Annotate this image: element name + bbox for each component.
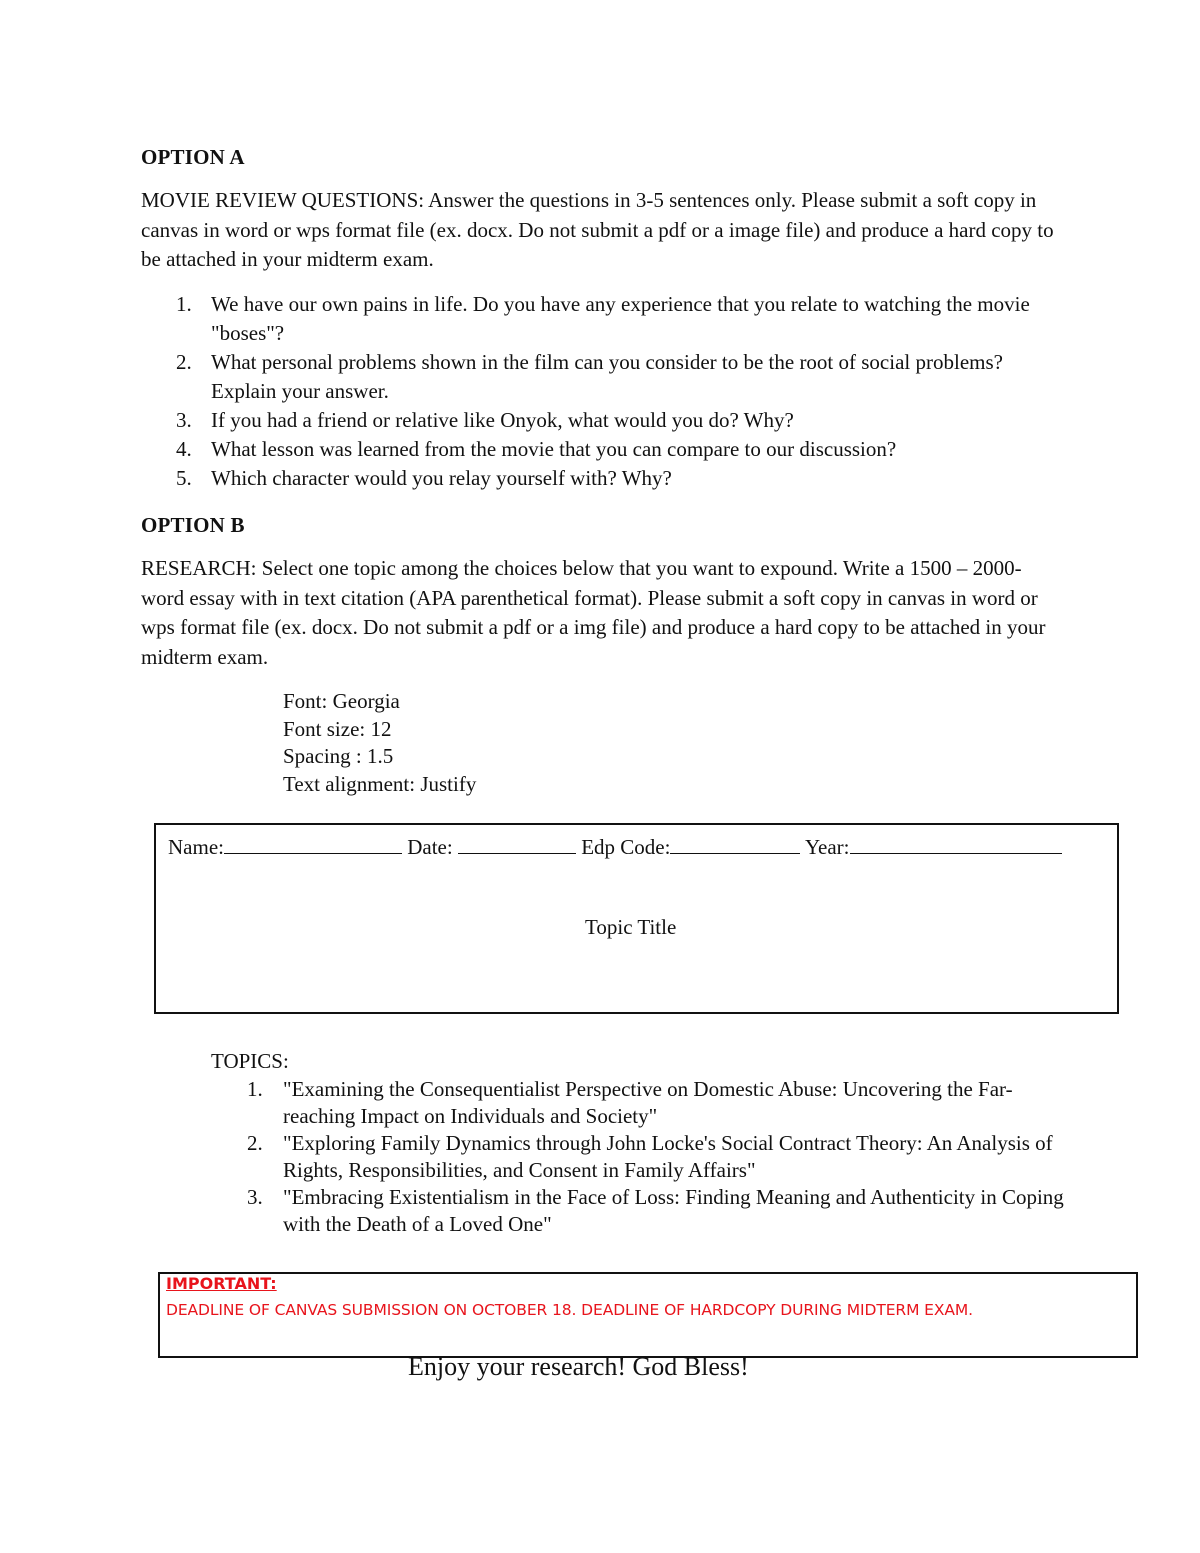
movie-review-questions <box>141 290 1061 493</box>
option-a-heading: OPTION A <box>141 145 245 169</box>
topics-label: TOPICS: <box>211 1049 289 1073</box>
closing-message: Enjoy your research! God Bless! <box>408 1352 749 1381</box>
year-blank <box>850 833 1062 854</box>
topic-title-placeholder: Topic Title <box>585 915 677 939</box>
date-label: Date: <box>407 835 453 859</box>
option-b-intro: RESEARCH: Select one topic among the choices below that you want to expound. Write a 1500 – 2000-word essay with in text citation (APA parenthetical format). Please submit a soft copy in canvas in word or wps format file (ex. docx. Do not submit a pdf or a img file) and produce a hard copy to be attached in your midterm exam. <box>141 556 1046 669</box>
spec-spacing: Spacing : 1.5 <box>283 744 394 768</box>
important-label: IMPORTANT: <box>166 1274 277 1293</box>
list-item: 1. We have our own pains in life. Do you have any experience that you relate to watching the movie "boses"? <box>176 292 1030 345</box>
list-item: 3. "Embracing Existentialism in the Face of Loss: Finding Meaning and Authenticity in Coping with the Death of a Loved One" <box>247 1185 1064 1236</box>
option-b-heading: OPTION B <box>141 513 245 537</box>
name-blank <box>224 833 402 854</box>
edp-blank <box>670 833 800 854</box>
list-item: 4. What lesson was learned from the movie that you can compare to our discussion? <box>176 437 897 461</box>
spec-font-size: Font size: 12 <box>283 716 392 741</box>
spec-font: Font: Georgia <box>283 689 400 713</box>
edp-label: Edp Code: <box>581 835 671 859</box>
deadline-notice: DEADLINE OF CANVAS SUBMISSION ON OCTOBER 18. DEADLINE OF HARDCOPY DURING MIDTERM EXAM. <box>166 1301 973 1319</box>
list-item: 2. "Exploring Family Dynamics through John Locke's Social Contract Theory: An Analysis of Rights, Responsibilities, and Consent in Family Affairs" <box>247 1131 1053 1182</box>
formatting-specs <box>283 688 476 798</box>
date-blank <box>458 833 576 854</box>
list-item: 5. Which character would you relay yourself with? Why? <box>176 466 672 490</box>
spec-alignment: Text alignment: Justify <box>283 771 477 796</box>
year-label: Year: <box>804 835 850 859</box>
list-item: 3. If you had a friend or relative like Onyok, what would you do? Why? <box>176 408 794 432</box>
header-fields-line <box>168 833 1062 860</box>
topics-list <box>211 1076 1083 1238</box>
option-a-intro: MOVIE REVIEW QUESTIONS: Answer the questions in 3-5 sentences only. Please submit a soft copy in canvas in word or wps format file (ex. docx. Do not submit a pdf or a image file) and produce a hard copy to be attached in your midterm exam. <box>141 188 1054 271</box>
name-label: Name: <box>168 835 224 859</box>
list-item: 2. What personal problems shown in the film can you consider to be the root of social problems? Explain your answer. <box>176 350 1003 403</box>
list-item: 1. "Examining the Consequentialist Perspective on Domestic Abuse: Uncovering the Far-reaching Impact on Individuals and Society" <box>247 1077 1013 1128</box>
